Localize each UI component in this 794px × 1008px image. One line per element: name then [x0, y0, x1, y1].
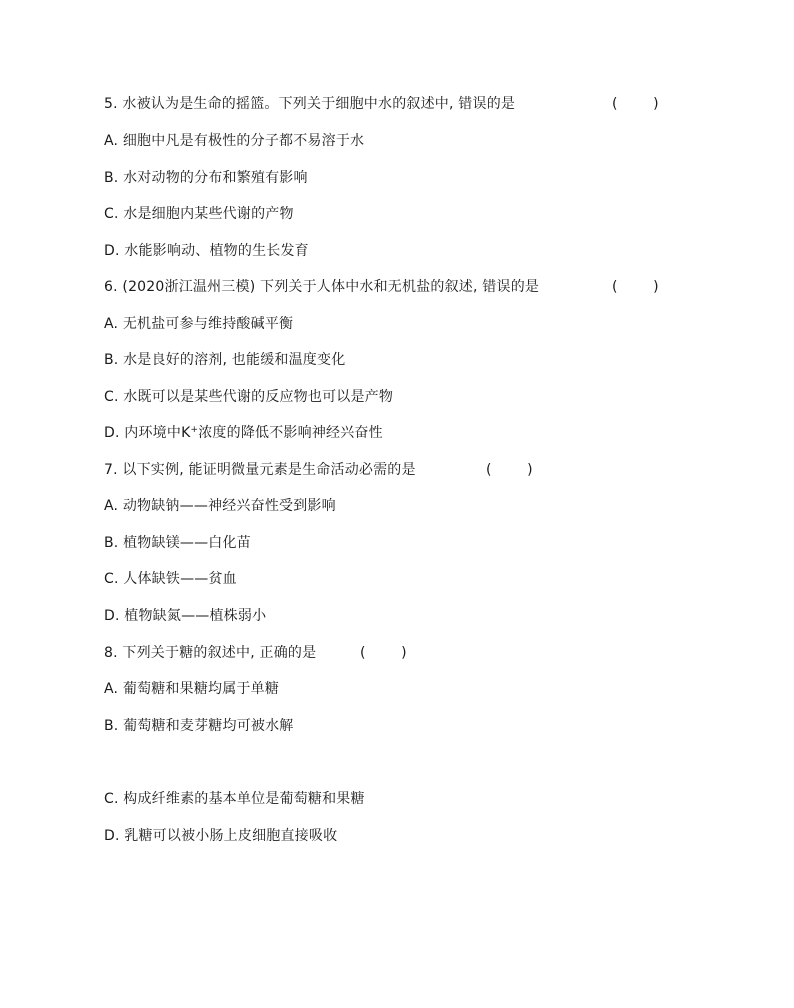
question-8-option-c: C. 构成纤维素的基本单位是葡萄糖和果糖: [104, 791, 365, 807]
question-5-answer-blank: ( ): [612, 96, 659, 112]
question-6-option-d-prefix: D. 内环境中K: [104, 425, 191, 441]
question-6-option-a: A. 无机盐可参与维持酸碱平衡: [104, 316, 294, 332]
question-6-option-b: B. 水是良好的溶剂, 也能缓和温度变化: [104, 352, 346, 368]
question-6-stem: 6. (2020浙江温州三模) 下列关于人体中水和无机盐的叙述, 错误的是: [104, 279, 540, 295]
question-7-option-c: C. 人体缺铁——贫血: [104, 571, 237, 587]
question-7-option-d: D. 植物缺氮——植株弱小: [104, 608, 267, 624]
question-5-option-d: D. 水能影响动、植物的生长发育: [104, 243, 309, 259]
potassium-ion-superscript: +: [190, 425, 199, 435]
question-6-answer-blank: ( ): [612, 279, 659, 295]
question-7-answer-blank: ( ): [486, 462, 533, 478]
question-7-stem: 7. 以下实例, 能证明微量元素是生命活动必需的是: [104, 462, 416, 478]
question-7-option-b: B. 植物缺镁——白化苗: [104, 535, 251, 551]
question-5-option-a: A. 细胞中凡是有极性的分子都不易溶于水: [104, 133, 365, 149]
question-5-stem: 5. 水被认为是生命的摇篮。下列关于细胞中水的叙述中, 错误的是: [104, 96, 516, 112]
question-5-option-b: B. 水对动物的分布和繁殖有影响: [104, 170, 308, 186]
question-5-option-c: C. 水是细胞内某些代谢的产物: [104, 206, 294, 222]
question-8-option-a: A. 葡萄糖和果糖均属于单糖: [104, 681, 280, 697]
question-8-answer-blank: ( ): [360, 645, 407, 661]
question-8-option-b: B. 葡萄糖和麦芽糖均可被水解: [104, 718, 294, 734]
question-8-stem: 8. 下列关于糖的叙述中, 正确的是: [104, 645, 317, 661]
question-6-option-d: [104, 423, 383, 443]
question-7-option-a: A. 动物缺钠——神经兴奋性受到影响: [104, 498, 336, 514]
question-8-option-d: D. 乳糖可以被小肠上皮细胞直接吸收: [104, 828, 338, 844]
question-6-option-c: C. 水既可以是某些代谢的反应物也可以是产物: [104, 389, 394, 405]
question-6-option-d-suffix: 浓度的降低不影响神经兴奋性: [198, 425, 383, 441]
